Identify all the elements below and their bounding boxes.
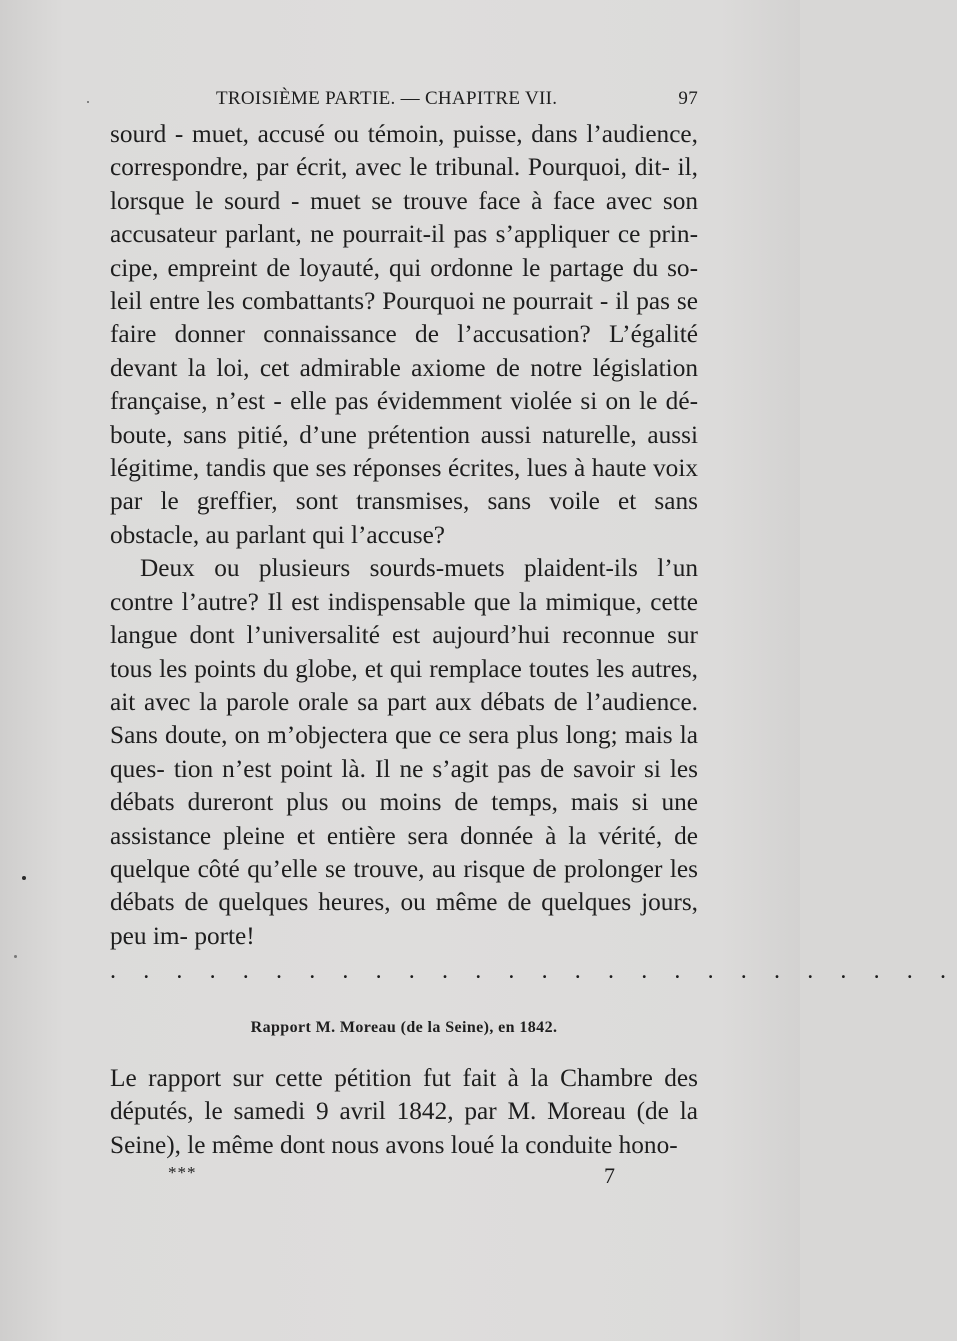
main-text — [110, 118, 698, 953]
text-line: correspondre, par écrit, avec le tribunal. Pourquoi, dit- — [110, 153, 670, 182]
text-line: il, lorsque le sourd - muet se trouve face à face avec son — [110, 153, 698, 215]
text-line: députés, le samedi 9 avril 1842, par M. Moreau (de la — [110, 1097, 698, 1126]
signature-mark: *** — [168, 1163, 197, 1182]
text-line: l’autre? Il est indispensable que la mimique, cette langue — [110, 587, 698, 650]
text-line: devant la loi, cet admirable axiome de notre législation — [110, 353, 698, 382]
text-line: doute, on m’objectera que ce sera plus long; mais la ques- — [110, 721, 698, 783]
signature-number: 7 — [604, 1163, 615, 1188]
text-line: porte! — [194, 921, 255, 950]
text-line: se faire donner connaissance de l’accusation? L’égalité — [110, 287, 698, 349]
text-line: cipe, empreint de loyauté, qui ordonne le partage du so- — [110, 253, 698, 282]
text-line: avec la parole orale sa part aux débats de l’audience. Sans — [110, 687, 699, 750]
running-head-title: TROISIÈME PARTIE. — CHAPITRE VII. — [216, 88, 558, 109]
text-line: accusateur parlant, ne pourrait-il pas s’appliquer ce prin- — [110, 220, 698, 249]
text-line: points du globe, et qui remplace toutes les autres, ait — [110, 654, 698, 716]
text-line: leil entre les combattants? Pourquoi ne pourrait - il pas — [110, 287, 670, 316]
paragraph-3 — [110, 1062, 698, 1162]
text-line: Le rapport sur cette pétition fut fait à la Chambre des — [110, 1064, 698, 1092]
ink-speck — [87, 101, 89, 103]
text-line: dont l’universalité est aujourd’hui reconnue sur tous les — [110, 621, 698, 683]
text-line: Deux ou plusieurs sourds-muets plaident-ils l’un contre — [110, 554, 698, 616]
text-line: française, n’est - elle pas évidemment violée si on le dé- — [110, 387, 698, 416]
text-line: obstacle, au parlant qui l’accuse? — [110, 520, 446, 549]
text-line: sourd - muet, accusé ou témoin, puisse, dans l’audience, — [110, 120, 698, 148]
running-head — [110, 88, 698, 114]
text-line: boute, sans pitié, d’une prétention aussi naturelle, aussi — [110, 420, 698, 449]
text-line: Seine), le même dont nous avons loué la conduite hono- — [110, 1130, 678, 1159]
ink-speck — [22, 876, 26, 880]
paragraph-1 — [110, 118, 698, 552]
text-line: quelques heures, ou même de quelques jours, peu im- — [110, 888, 699, 950]
section-heading: Rapport M. Moreau (de la Seine), en 1842. — [250, 1019, 558, 1036]
text-line: qu’elle se trouve, au risque de prolonger les débats de — [110, 854, 698, 917]
text-line: voix par le greffier, sont transmises, sans voile et sans — [110, 454, 698, 516]
ink-speck — [14, 955, 17, 958]
section-text — [110, 1062, 698, 1162]
page-number: 97 — [678, 88, 698, 109]
text-line: légitime, tandis que ses réponses écrites, lues à haute — [110, 454, 647, 483]
paragraph-2 — [110, 552, 698, 953]
text-line: pleine et entière sera donnée à la vérité, de quelque côté — [110, 821, 698, 883]
text-line: tion n’est point là. Il ne s’agit pas de savoir si les débats — [110, 754, 698, 817]
text-line: dureront plus ou moins de temps, mais si une assistance — [110, 788, 698, 850]
dotted-separator: . . . . . . . . . . . . . . . . . . . . . . . . . . — [110, 958, 957, 984]
